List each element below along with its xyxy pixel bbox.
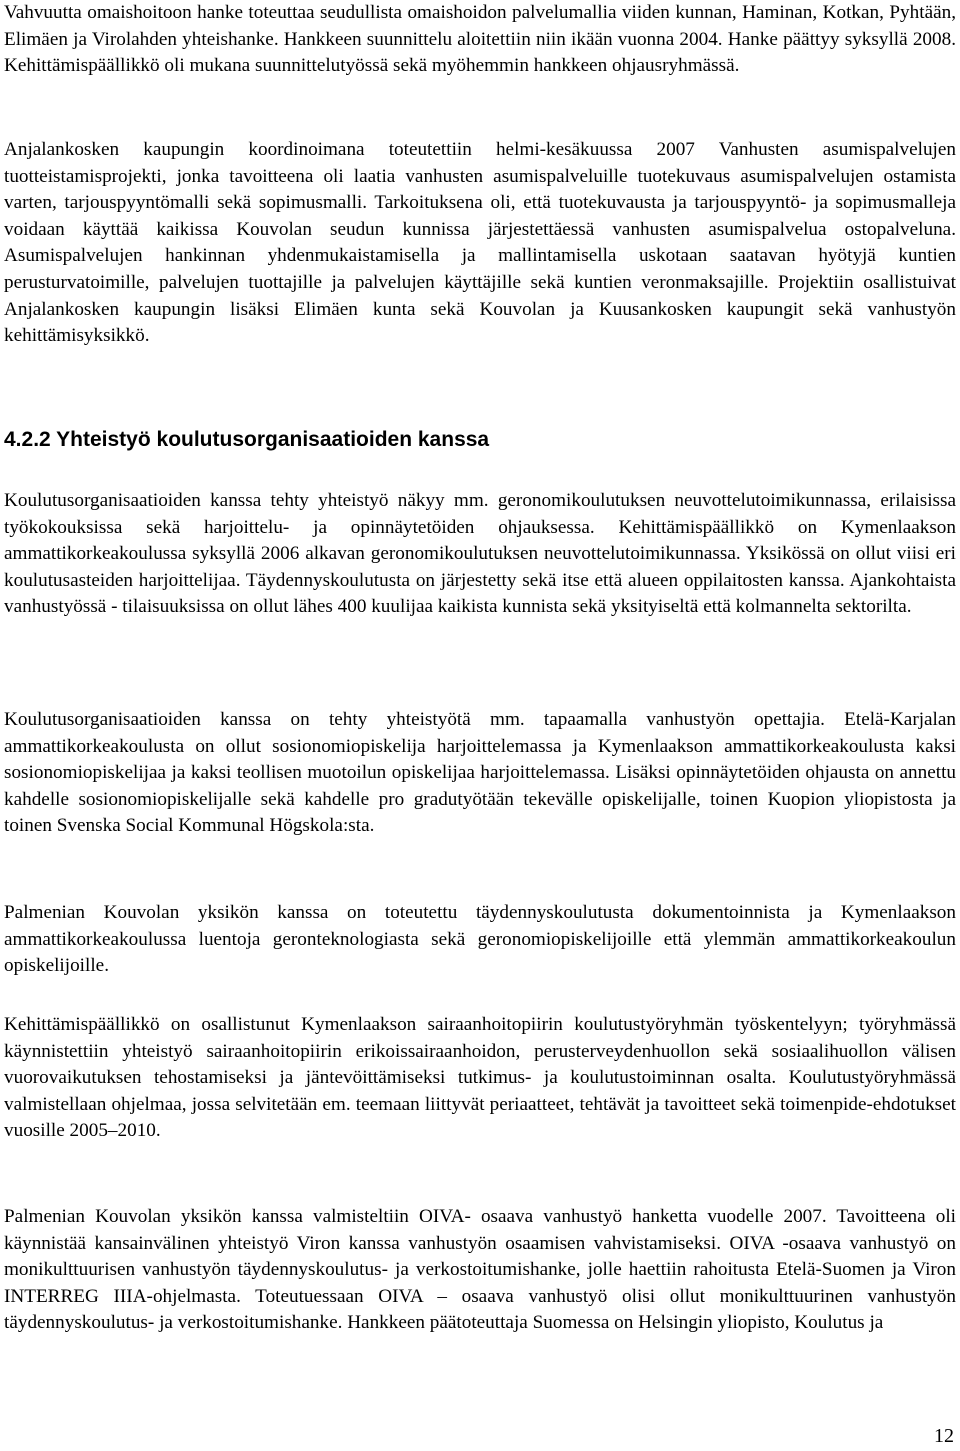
section-heading: 4.2.2 Yhteistyö koulutusorganisaatioiden kanssa [4, 428, 490, 451]
paragraph-opiskelijoiden-harjoittelu: Koulutusorganisaatioiden kanssa on tehty yhteistyötä mm. tapaamalla vanhustyön opettajia. Etelä-Karjalan ammattikorkeakoulusta on ollut sosionomiopiskelija harjoittelemassa ja Kymenlaakson ammattikorkeakoulusta kaksi sosionomiopiskelijaa ja kaksi teollisen muotoilun opiskelijaa harjoittelemassa. Lisäksi opinnäytetöiden ohjausta on annettu kahdelle sosionomiopiskelijalle sekä kahdelle pro gradutyötään tekevälle opiskelijalle, toinen Kuopion yliopistosta ja toinen Svenska Social Kommunal Högskola:sta. [4, 709, 956, 837]
paragraph-koulutustyoryhma: Kehittämispäällikkö on osallistunut Kymenlaakson sairaanhoitopiirin koulutustyöryhmän työskentelyyn; työryhmässä käynnistettiin yhteistyö sairaanhoitopiirin erikoissairaanhoidon, perusterveydenhuollon sekä sosiaalihuollon välisen vuorovaikutuksen tehostamiseksi ja jäntevöittämiseksi tutkimus- ja koulutustoiminnan osalta. Koulutustyöryhmässä valmistellaan ohjelmaa, jossa selvitetään em. teemaan liittyvät periaatteet, tehtävät ja tavoitteet sekä toimenpide-ehdotukset vuosille 2005–2010. [4, 1014, 956, 1142]
paragraph-asumispalvelujen-tuotteistaminen: Anjalankosken kaupungin koordinoimana toteutettiin helmi-kesäkuussa 2007 Vanhusten asumispalvelujen tuotteistamisprojekti, jonka tavoitteena oli laatia vanhusten asumispalveluille tuotekuvaus asumispalvelujen ostamista varten, tarjouspyyntömalli sekä sopimusmalli. Tarkoituksena oli, että tuotekuvausta ja tarjouspyyntö- ja sopimusmalleja voidaan käyttää kaikissa Kouvolan seudun kunnissa järjestettäessä vanhusten asumispalvelua ostopalveluna. Asumispalvelujen hankinnan yhdenmukaistamisella ja mallintamisella uskotaan saatavan hyötyjä kuntien perusturvatoimille, palvelujen tuottajille ja palvelujen käyttäjille sekä kuntien veronmaksajille. Projektiin osallistuivat Anjalankosken kaupungin lisäksi Elimäen kunta sekä Kouvolan ja Kuusankosken kaupungit sekä vanhustyön kehittämisyksikkö. [4, 139, 956, 347]
paragraph-palmenia-taydennyskoulutus: Palmenian Kouvolan yksikön kanssa on toteutettu täydennyskoulutusta dokumentoinnista ja Kymenlaakson ammattikorkeakoulussa luentoja geronteknologiasta sekä geronomiopiskelijoille että ylemmän ammattikorkeakoulun opiskelijoille. [4, 902, 956, 977]
paragraph-oiva-hanke: Palmenian Kouvolan yksikön kanssa valmisteltiin OIVA- osaava vanhustyö hanketta vuodelle 2007. Tavoitteena oli käynnistää kansainvälinen yhteistyö Viron kanssa vanhustyön osaamisen vahvistamiseksi. OIVA -osaava vanhustyö on monikulttuurisen vanhustyön täydennyskoulutus- ja verkostoitumishanke, jolle haettiin rahoitusta Etelä-Suomen ja Viron INTERREG IIIA-ohjelmasta. Toteutuessaan OIVA – osaava vanhustyö olisi ollut monikulttuurinen vanhustyön täydennyskoulutus- ja verkostoitumishanke. Hankkeen päätoteuttaja Suomessa on Helsingin yliopisto, Koulutus ja [4, 1206, 956, 1334]
paragraph-vahvuutta-omaishoitoon: Vahvuutta omaishoitoon hanke toteuttaa seudullista omaishoidon palvelumallia viiden kunnan, Haminan, Kotkan, Pyhtään, Elimäen ja Virolahden yhteishanke. Hankkeen suunnittelu aloitettiin niin ikään vuonna 2004. Hanke päättyy syksyllä 2008. Kehittämispäällikkö oli mukana suunnittelutyössä sekä myöhemmin hankkeen ohjausryhmässä. [4, 2, 956, 77]
paragraph-koulutusorganisaatiot-yhteistyo: Koulutusorganisaatioiden kanssa tehty yhteistyö näkyy mm. geronomikoulutuksen neuvottelutoimikunnassa, erilaisissa työkokouksissa sekä harjoittelu- ja opinnäytetöiden ohjauksessa. Kehittämispäällikkö on Kymenlaakson ammattikorkeakoulussa syksyllä 2006 alkavan geronomikoulutuksen neuvottelutoimikunnassa. Yksikössä on ollut viisi eri koulutusasteiden harjoittelijaa. Täydennyskoulutusta on järjestetty sekä itse että alueen oppilaitosten kanssa. Ajankohtaista vanhustyössä - tilaisuuksissa on ollut lähes 400 kuulijaa kaikista kunnista sekä yksityiseltä että kolmannelta sektorilta. [4, 490, 956, 618]
page-number: 12 [934, 1425, 954, 1447]
